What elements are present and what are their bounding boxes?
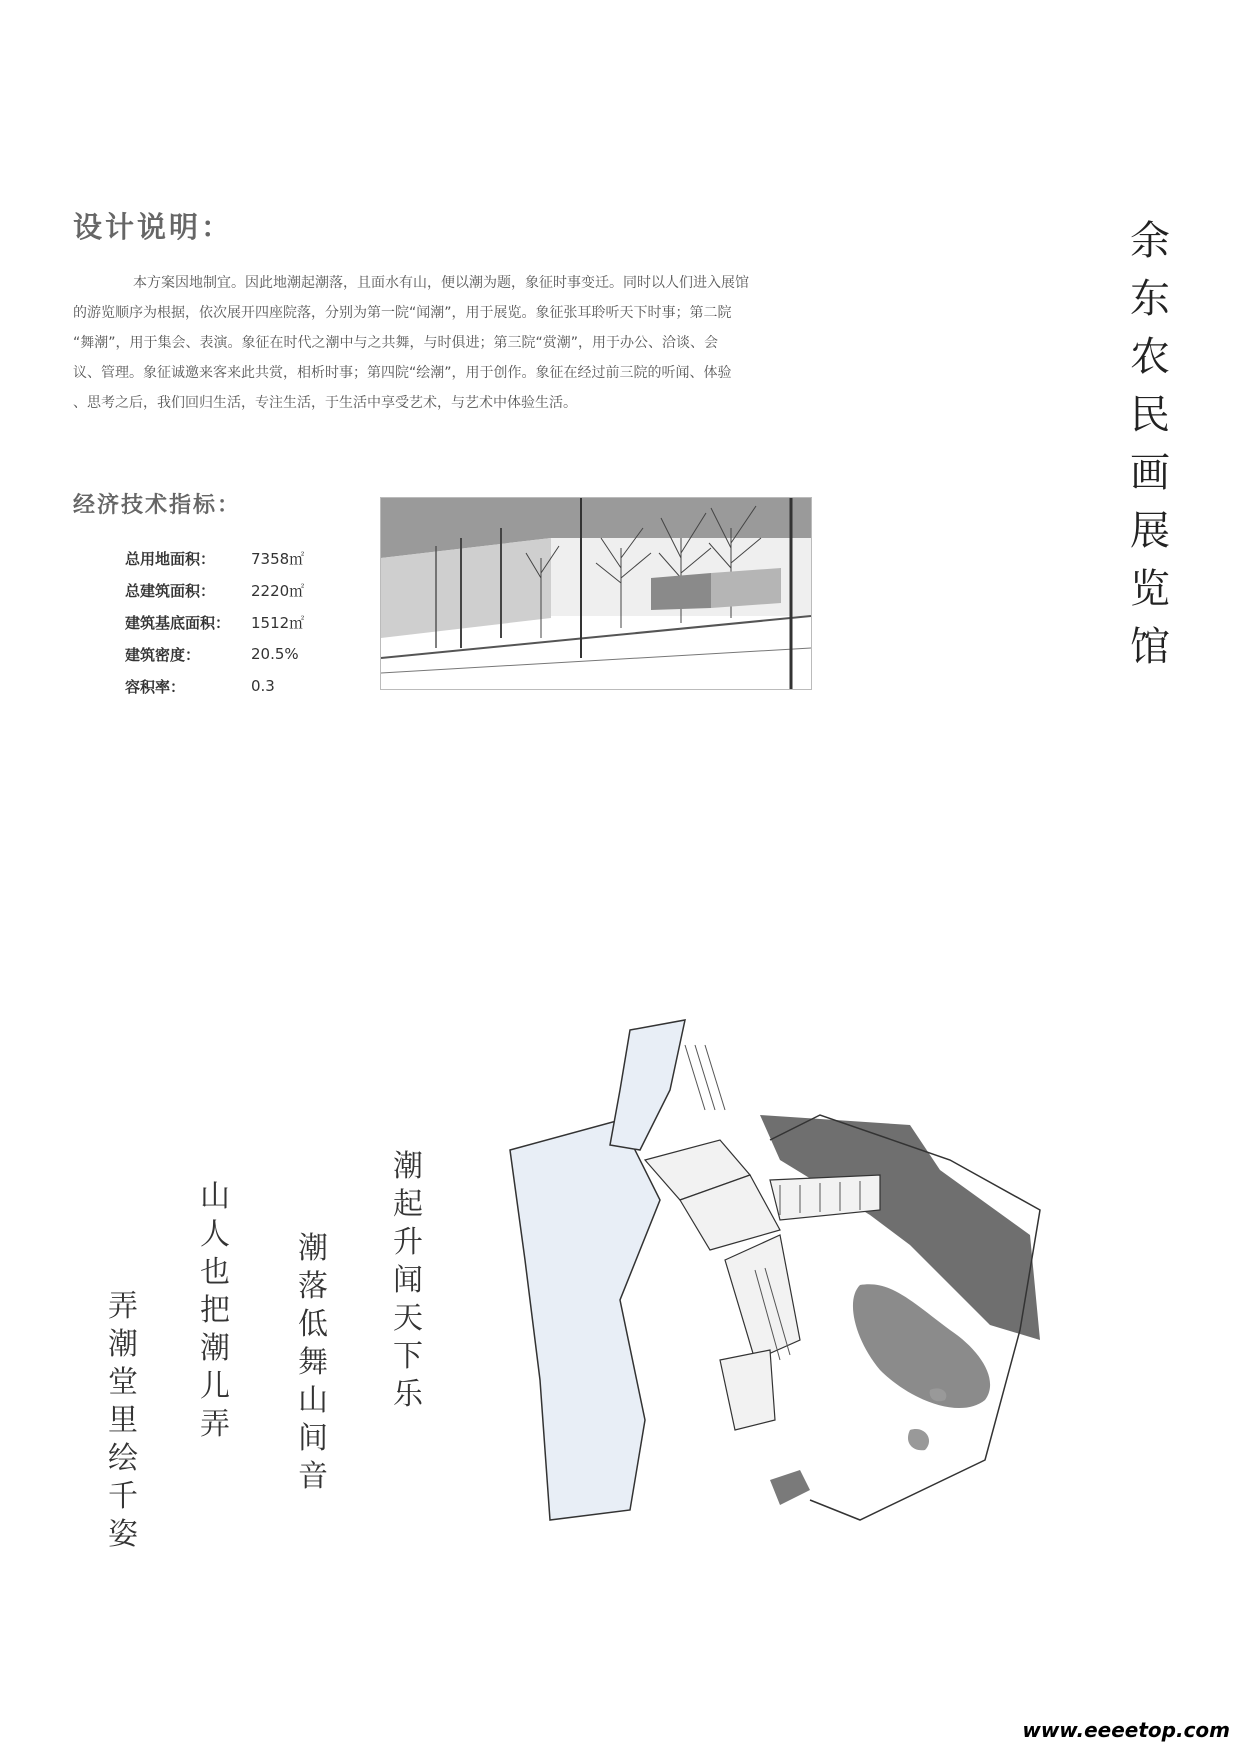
poem-char: 下 <box>393 1339 423 1374</box>
metric-row <box>125 542 304 574</box>
poem-char: 舞 <box>298 1345 328 1380</box>
poem-char: 乐 <box>393 1377 423 1412</box>
poem-char: 起 <box>393 1187 423 1222</box>
title-char: 东 <box>1130 276 1170 322</box>
poem-char: 弄 <box>200 1407 230 1442</box>
poem-char: 山 <box>298 1383 328 1418</box>
title-char: 农 <box>1130 334 1170 380</box>
poem-char: 姿 <box>108 1517 138 1552</box>
poem-char: 潮 <box>393 1149 423 1184</box>
poem-char: 也 <box>200 1255 230 1290</box>
metric-value: 20.5% <box>251 645 299 663</box>
watermark: www.eeeetop.com <box>1022 1718 1230 1742</box>
poem-line-1 <box>388 1148 428 1414</box>
poem-char: 潮 <box>200 1331 230 1366</box>
poem-char: 把 <box>200 1293 230 1328</box>
title-char: 画 <box>1130 450 1170 496</box>
desc-line: 议、管理。象征诚邀来客来此共赏，相析时事；第四院“绘潮”，用于创作。象征在经过前三院的听闻、体验 <box>73 365 732 381</box>
poem-char: 弄 <box>108 1289 138 1324</box>
poem-char: 音 <box>298 1459 328 1494</box>
design-heading: 设计说明： <box>73 210 234 244</box>
poem-line-2 <box>293 1230 333 1496</box>
metric-value: 7358㎡ <box>251 549 305 568</box>
design-description <box>73 268 813 418</box>
poem-char: 天 <box>393 1301 423 1336</box>
perspective-rendering <box>380 497 812 690</box>
poem-char: 里 <box>108 1403 138 1438</box>
desc-line: 、思考之后，我们回归生活，专注生活，于生活中享受艺术，与艺术中体验生活。 <box>73 395 577 411</box>
poem-char: 人 <box>200 1217 230 1252</box>
metric-row <box>125 638 304 670</box>
poem-char: 潮 <box>108 1327 138 1362</box>
metric-row <box>125 670 304 702</box>
metric-label: 建筑密度： <box>125 645 201 664</box>
poem-char: 堂 <box>108 1365 138 1400</box>
title-char: 民 <box>1130 392 1170 438</box>
poem-char: 间 <box>298 1421 328 1456</box>
metric-value: 2220㎡ <box>251 581 305 600</box>
desc-line: 的游览顺序为根据，依次展开四座院落，分别为第一院“闻潮”，用于展览。象征张耳聆听天下时事；第二院 <box>73 305 732 321</box>
poem-char: 低 <box>298 1307 328 1342</box>
econ-heading: 经济技术指标： <box>73 493 242 518</box>
desc-line: “舞潮”，用于集会、表演。象征在时代之潮中与之共舞，与时俱进；第三院“赏潮”，用于办公、洽谈、会 <box>73 335 719 351</box>
title-char: 展 <box>1130 508 1170 554</box>
metric-label: 总建筑面积： <box>125 581 216 600</box>
poem-char: 落 <box>298 1269 328 1304</box>
poem-char: 山 <box>200 1179 230 1214</box>
metrics-table <box>125 542 304 702</box>
metric-value: 1512㎡ <box>251 613 305 632</box>
metric-label: 总用地面积： <box>125 549 216 568</box>
metric-row <box>125 574 304 606</box>
site-plan-drawing <box>480 1000 1180 1560</box>
site-plan-sketch <box>480 1000 1180 1560</box>
poem-char: 闻 <box>393 1263 423 1298</box>
metric-label: 容积率： <box>125 677 186 696</box>
metric-row <box>125 606 304 638</box>
desc-line: 本方案因地制宜。因此地潮起潮落，且面水有山，便以潮为题，象征时事变迁。同时以人们进入展馆 <box>133 275 749 291</box>
title-char: 余 <box>1130 218 1170 264</box>
metric-value: 0.3 <box>251 677 275 695</box>
poem-char: 升 <box>393 1225 423 1260</box>
poem-char: 潮 <box>298 1231 328 1266</box>
poem-char: 千 <box>108 1479 138 1514</box>
poem-line-3 <box>195 1178 235 1444</box>
rendering-sketch <box>381 498 811 689</box>
title-char: 馆 <box>1130 624 1170 670</box>
project-title <box>1120 212 1180 676</box>
metric-label: 建筑基底面积： <box>125 613 231 632</box>
poem-char: 儿 <box>200 1369 230 1404</box>
poem-line-4 <box>103 1288 143 1554</box>
poem-char: 绘 <box>108 1441 138 1476</box>
title-char: 览 <box>1130 566 1170 612</box>
